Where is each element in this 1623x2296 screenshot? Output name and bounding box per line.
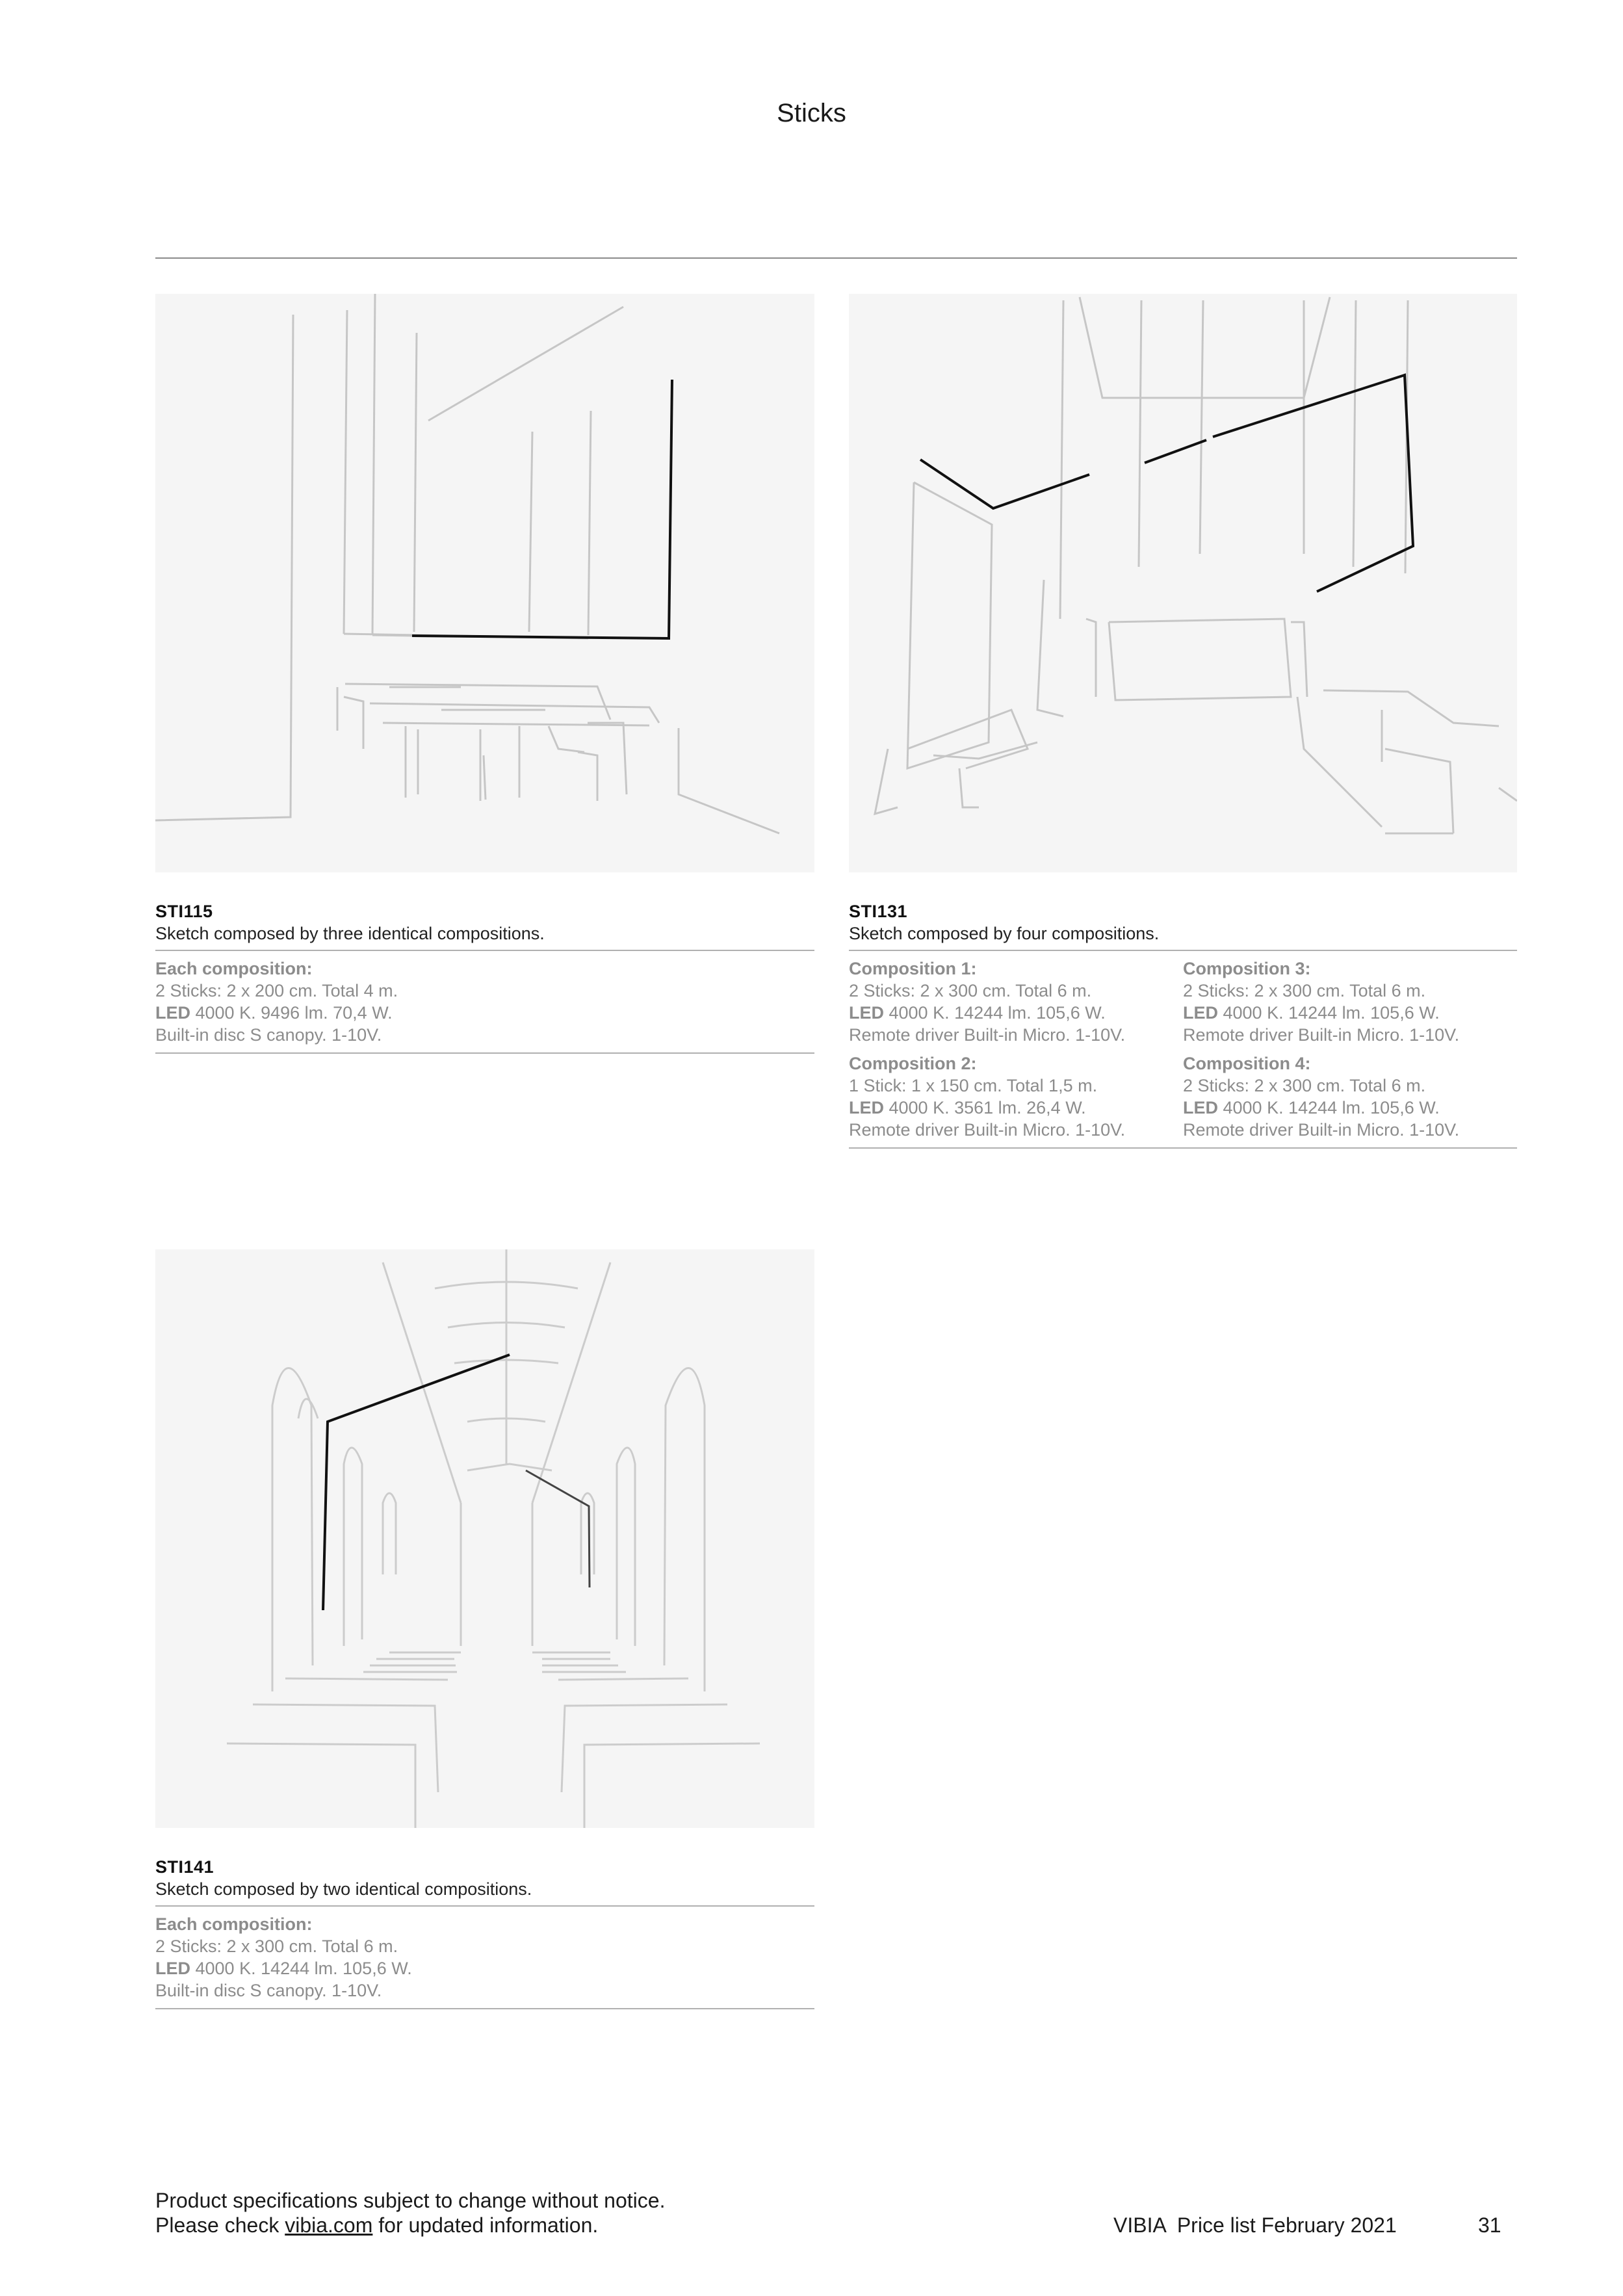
led-value: 4000 K. 14244 lm. 105,6 W.	[190, 1959, 412, 1978]
product-subtitle: Sketch composed by two identical compositions.	[155, 1879, 532, 1899]
composition-sticks: 2 Sticks: 2 x 300 cm. Total 6 m.	[1183, 1076, 1426, 1095]
led-value: 4000 K. 14244 lm. 105,6 W.	[1218, 1098, 1440, 1117]
composition-sticks: 2 Sticks: 2 x 300 cm. Total 6 m.	[155, 1937, 398, 1956]
sketch-image-sti141	[155, 1249, 814, 1828]
page-title: Sticks	[777, 99, 846, 127]
product-code: STI131	[849, 902, 908, 921]
composition-driver: Remote driver Built-in Micro. 1-10V.	[849, 1025, 1126, 1045]
spec-sti141	[155, 1856, 814, 2009]
spec-divider	[155, 2008, 814, 2009]
spec-divider	[155, 1052, 814, 1054]
composition-block	[849, 1052, 1183, 1147]
led-label: LED	[155, 1959, 190, 1978]
spec-divider	[849, 1147, 1517, 1149]
composition-driver: Built-in disc S canopy. 1-10V.	[155, 1025, 382, 1045]
composition-driver: Remote driver Built-in Micro. 1-10V.	[1183, 1025, 1460, 1045]
composition-led	[155, 1957, 814, 1979]
footer-notice-prefix: Please check	[155, 2213, 285, 2237]
composition-heading: Composition 4:	[1183, 1054, 1311, 1073]
product-subtitle: Sketch composed by three identical compositions.	[155, 924, 545, 943]
composition-sticks: 2 Sticks: 2 x 300 cm. Total 6 m.	[849, 981, 1092, 1000]
composition-heading: Composition 2:	[849, 1054, 977, 1073]
footer-notice	[155, 2188, 665, 2237]
composition-driver: Remote driver Built-in Micro. 1-10V.	[1183, 1120, 1460, 1140]
composition-block	[1183, 1052, 1517, 1147]
led-value: 4000 K. 3561 lm. 26,4 W.	[884, 1098, 1086, 1117]
composition-columns	[849, 951, 1517, 1147]
composition-heading: Each composition:	[155, 959, 313, 978]
vibia-link[interactable]: vibia.com	[285, 2213, 373, 2237]
spec-sti131	[849, 900, 1517, 1149]
led-label: LED	[849, 1003, 884, 1023]
footer-notice-line1: Product specifications subject to change without notice.	[155, 2189, 666, 2212]
sketch-illustration-sti115	[155, 294, 814, 872]
composition-led	[849, 1002, 1183, 1024]
sketch-illustration-sti141	[155, 1249, 814, 1828]
led-label: LED	[849, 1098, 884, 1117]
led-value: 4000 K. 9496 lm. 70,4 W.	[190, 1003, 393, 1023]
composition-block	[155, 951, 814, 1052]
composition-block	[1183, 951, 1517, 1052]
composition-led	[1183, 1097, 1517, 1119]
composition-block	[849, 951, 1183, 1052]
composition-led	[849, 1097, 1183, 1119]
composition-heading: Composition 3:	[1183, 959, 1311, 978]
footer-notice-suffix: for updated information.	[372, 2213, 599, 2237]
product-code: STI141	[155, 1857, 214, 1877]
sketch-image-sti131	[849, 294, 1517, 872]
composition-heading: Each composition:	[155, 1914, 313, 1934]
led-label: LED	[155, 1003, 190, 1023]
footer-publication: VIBIA Price list February 2021	[1113, 2213, 1397, 2237]
composition-column-right	[1183, 951, 1517, 1147]
composition-sticks: 2 Sticks: 2 x 300 cm. Total 6 m.	[1183, 981, 1426, 1000]
spec-sti115	[155, 900, 814, 1054]
led-label: LED	[1183, 1003, 1218, 1023]
composition-block	[155, 1907, 814, 2008]
header-divider	[155, 257, 1517, 259]
composition-driver: Remote driver Built-in Micro. 1-10V.	[849, 1120, 1126, 1140]
led-label: LED	[1183, 1098, 1218, 1117]
composition-led	[1183, 1002, 1517, 1024]
product-subtitle: Sketch composed by four compositions.	[849, 924, 1160, 943]
composition-driver: Built-in disc S canopy. 1-10V.	[155, 1981, 382, 2000]
composition-heading: Composition 1:	[849, 959, 977, 978]
page-number: 31	[1478, 2213, 1501, 2237]
footer-notice-line2	[155, 2213, 665, 2237]
sketch-illustration-sti131	[849, 294, 1517, 872]
composition-sticks: 1 Stick: 1 x 150 cm. Total 1,5 m.	[849, 1076, 1098, 1095]
led-value: 4000 K. 14244 lm. 105,6 W.	[884, 1003, 1106, 1023]
led-value: 4000 K. 14244 lm. 105,6 W.	[1218, 1003, 1440, 1023]
composition-sticks: 2 Sticks: 2 x 200 cm. Total 4 m.	[155, 981, 398, 1000]
product-code: STI115	[155, 902, 213, 921]
composition-column-left	[849, 951, 1183, 1147]
composition-led	[155, 1002, 814, 1024]
sketch-image-sti115	[155, 294, 814, 872]
